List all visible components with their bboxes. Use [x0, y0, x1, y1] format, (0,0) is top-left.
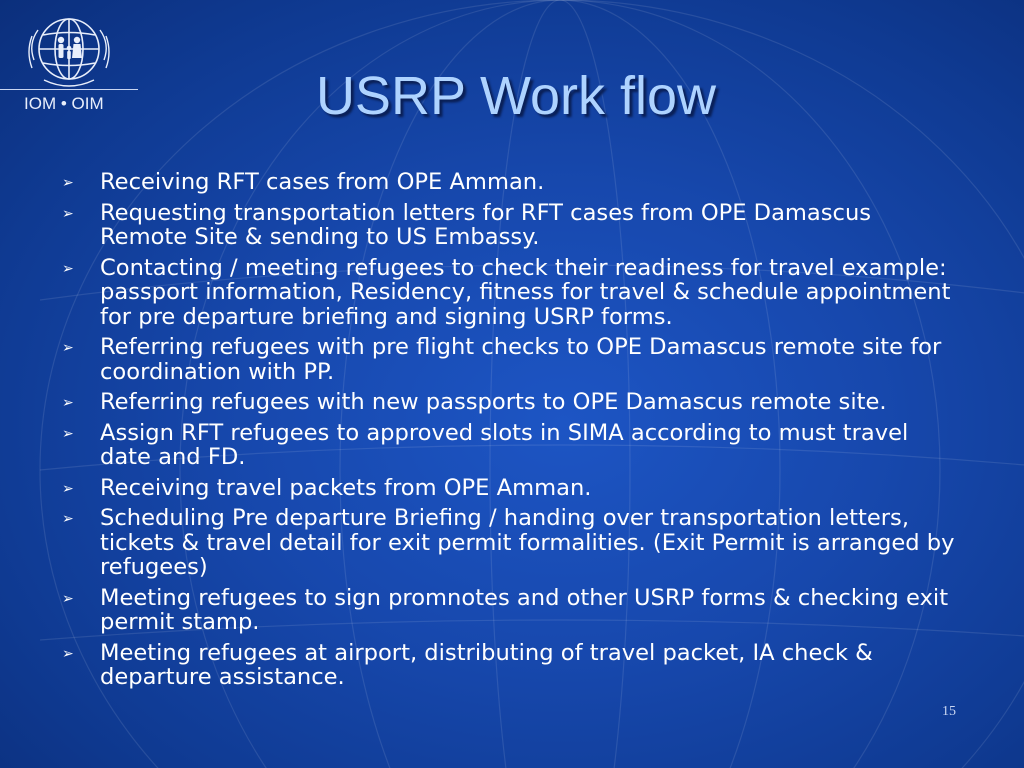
slide-title: USRP Work flow: [315, 66, 717, 126]
bullet-text: Receiving RFT cases from OPE Amman.: [100, 169, 545, 195]
arrow-bullet-icon: ➢: [62, 205, 74, 222]
bullet-text: Referring refugees with pre flight checks to OPE Damascus remote site for coordination with PP.: [100, 334, 942, 385]
bullet-item: [60, 586, 965, 635]
bullet-text: Meeting refugees to sign promnotes and other USRP forms & checking exit permit stamp.: [100, 584, 949, 635]
arrow-bullet-icon: ➢: [62, 260, 74, 277]
bullet-text: Referring refugees with new passports to OPE Damascus remote site.: [100, 389, 887, 415]
bullet-item: [60, 506, 965, 580]
arrow-bullet-icon: ➢: [62, 175, 74, 191]
logo-text: IOM • OIM: [24, 94, 104, 113]
bullet-item: [60, 390, 965, 415]
bullet-item: [60, 335, 965, 384]
arrow-bullet-icon: ➢: [62, 395, 74, 411]
arrow-bullet-icon: ➢: [62, 340, 74, 356]
bullet-item: [60, 421, 965, 470]
bullet-text: Requesting transportation letters for RFT cases from OPE Damascus Remote Site & sending to US Embassy.: [100, 199, 872, 250]
bullet-item: [60, 256, 965, 330]
bullet-text: Contacting / meeting refugees to check their readiness for travel example: passport information, Residency, fitness for travel & schedule appointment for pre departure briefing and signing USRP forms.: [100, 254, 951, 330]
bullet-item: [60, 201, 965, 250]
bullet-item: [60, 476, 965, 501]
arrow-bullet-icon: ➢: [62, 590, 74, 607]
arrow-bullet-icon: ➢: [62, 425, 74, 442]
arrow-bullet-icon: ➢: [62, 645, 74, 662]
bullet-text: Assign RFT refugees to approved slots in SIMA according to must travel date and FD.: [100, 419, 909, 470]
arrow-bullet-icon: ➢: [62, 480, 74, 497]
arrow-bullet-icon: ➢: [62, 511, 74, 527]
page-number: 15: [942, 704, 956, 719]
bullet-item: [60, 170, 965, 195]
bullet-text: Scheduling Pre departure Briefing / handing over transportation letters, tickets & travel detail for exit permit formalities. (Exit Permit is arranged by refugees): [100, 505, 955, 580]
bullet-text: Receiving travel packets from OPE Amman.: [100, 474, 592, 501]
bullet-list: [60, 170, 965, 696]
bullet-item: [60, 641, 965, 690]
bullet-text: Meeting refugees at airport, distributing of travel packet, IA check & departure assistance.: [100, 639, 873, 690]
